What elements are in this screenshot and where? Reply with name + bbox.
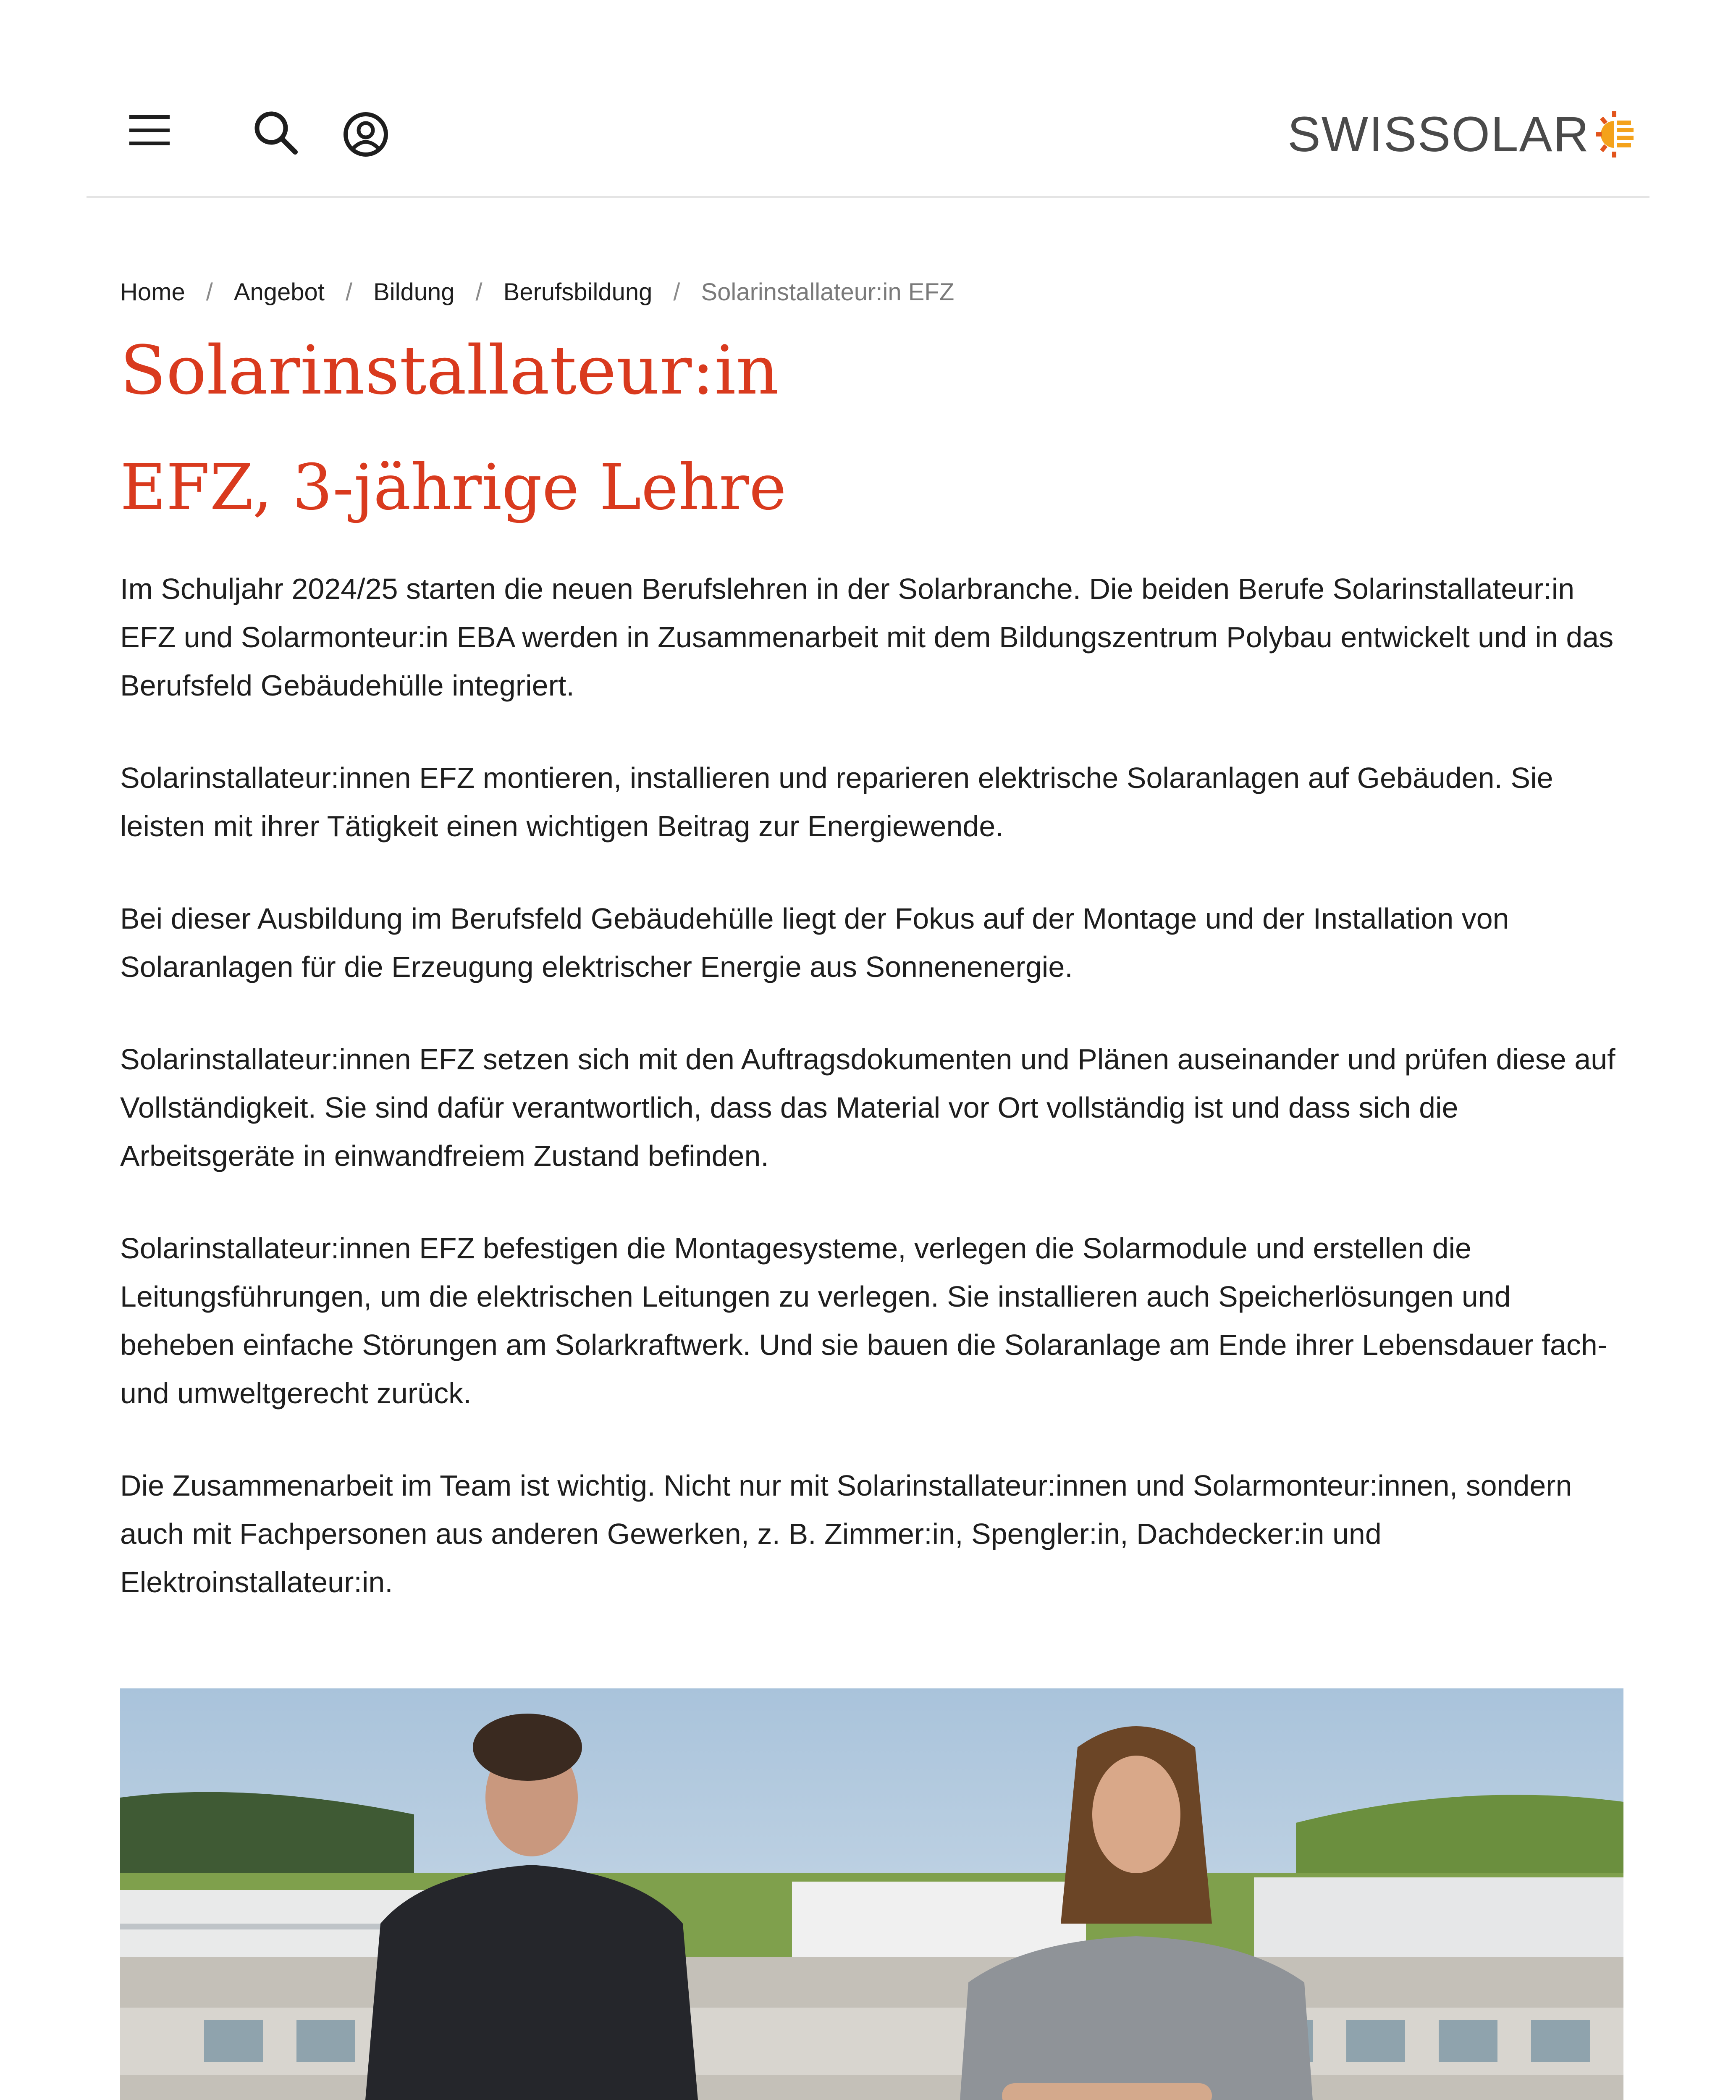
body-paragraph: Bei dieser Ausbildung im Berufsfeld Gebäudehülle liegt der Fokus auf der Montage und der Installation von Solaranlagen für die Erzeugung elektrischer Energie aus Sonnenenergie. bbox=[120, 902, 1509, 983]
site-header bbox=[87, 0, 1649, 198]
breadcrumb-bildung[interactable]: Bildung bbox=[373, 278, 455, 306]
hamburger-menu-icon bbox=[128, 113, 170, 147]
user-account-icon bbox=[342, 111, 389, 158]
page-subtitle: EFZ, 3-jährige Lehre bbox=[120, 451, 787, 524]
breadcrumb-current: Solarinstallateur:in EFZ bbox=[701, 278, 955, 306]
user-account-button[interactable] bbox=[338, 107, 393, 162]
breadcrumb-berufsbildung[interactable]: Berufsbildung bbox=[503, 278, 653, 306]
breadcrumb bbox=[120, 275, 954, 309]
breadcrumb-separator: / bbox=[345, 278, 353, 306]
main-content bbox=[120, 565, 1632, 1651]
intro-paragraph: Im Schuljahr 2024/25 starten die neuen Berufslehren in der Solarbranche. Die beiden Berufe Solarinstallateur:in EFZ und Solarmonteur:in EBA werden in Zusammenarbeit mit dem Bildungszentrum Polybau entwickelt und in das Berufsfeld Gebäudehülle integriert. bbox=[120, 572, 1614, 702]
sun-logo-icon bbox=[1592, 111, 1647, 158]
breadcrumb-separator: / bbox=[475, 278, 483, 306]
body-paragraph: Solarinstallateur:innen EFZ montieren, installieren und reparieren elektrische Solaranlagen auf Gebäuden. Sie leisten mit ihrer Tätigkeit einen wichtigen Beitrag zur Energiewende. bbox=[120, 761, 1553, 843]
swissolar-logo[interactable] bbox=[1288, 109, 1647, 160]
body-paragraph: Solarinstallateur:innen EFZ setzen sich mit den Auftragsdokumenten und Plänen auseinander und prüfen diese auf Vollständigkeit. Sie sind dafür verantwortlich, dass das Material vor Ort vollständig ist und dass sich die Arbeitsgeräte in einwandfreiem Zustand befinden. bbox=[120, 1043, 1615, 1172]
apprentices-photo bbox=[120, 1688, 1623, 2100]
breadcrumb-home[interactable]: Home bbox=[120, 278, 185, 306]
search-icon bbox=[252, 109, 299, 155]
breadcrumb-separator: / bbox=[673, 278, 680, 306]
breadcrumb-angebot[interactable]: Angebot bbox=[233, 278, 325, 306]
search-button[interactable] bbox=[250, 107, 301, 158]
logo-text: SWISSOLAR bbox=[1288, 107, 1590, 162]
page-title: Solarinstallateur:in bbox=[120, 331, 779, 410]
menu-button[interactable] bbox=[124, 107, 175, 153]
body-paragraph: Die Zusammenarbeit im Team ist wichtig. Nicht nur mit Solarinstallateur:innen und Solarmonteur:innen, sondern auch mit Fachpersonen aus anderen Gewerken, z. B. Zimmer:in, Spengler:in, Dachdecker:in und Elektroinstallateur:in. bbox=[120, 1469, 1572, 1599]
breadcrumb-separator: / bbox=[206, 278, 213, 306]
body-paragraph: Solarinstallateur:innen EFZ befestigen die Montagesysteme, verlegen die Solarmodule und erstellen die Leitungsführungen, um die elektrischen Leitungen zu verlegen. Sie installieren auch Speicherlösungen und beheben einfache Störungen am Solarkraftwerk. Und sie bauen die Solaranlage am Ende ihrer Lebensdauer fach- und umweltgerecht zurück. bbox=[120, 1232, 1608, 1410]
